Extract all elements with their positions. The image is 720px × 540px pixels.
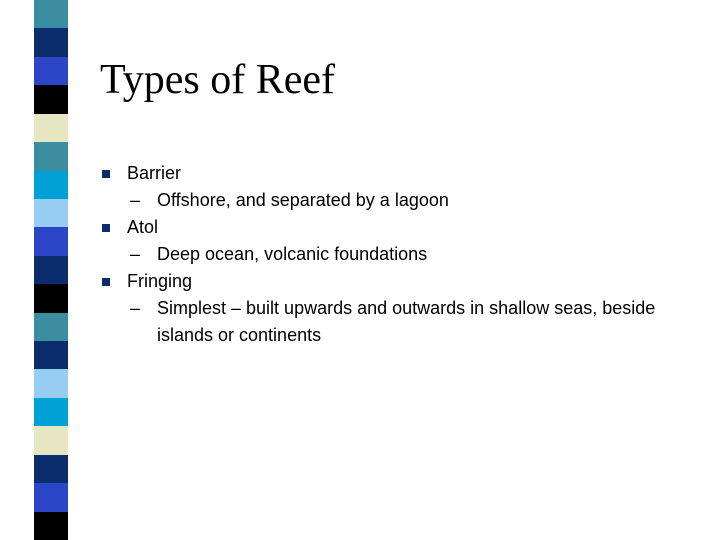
strip-block-18 — [34, 512, 68, 540]
strip-block-6 — [34, 171, 68, 199]
sub-bullet-dash: – — [130, 244, 141, 264]
bullet-list — [100, 160, 700, 349]
strip-block-15 — [34, 426, 68, 454]
bullet-marker-icon — [102, 224, 110, 232]
bullet-item-barrier — [100, 160, 700, 214]
bullet-marker-icon — [102, 278, 110, 286]
strip-block-10 — [34, 284, 68, 312]
slide-title: Types of Reef — [100, 57, 335, 103]
sub-bullet-dash: – — [130, 298, 141, 318]
strip-block-9 — [34, 256, 68, 284]
bullet-item-fringing — [100, 268, 700, 349]
bullet-text: Atol — [127, 217, 159, 237]
strip-block-0 — [34, 0, 68, 28]
strip-block-14 — [34, 398, 68, 426]
strip-block-2 — [34, 57, 68, 85]
strip-block-12 — [34, 341, 68, 369]
bullet-text: Barrier — [127, 163, 182, 183]
strip-block-17 — [34, 483, 68, 511]
bullet-text: Fringing — [127, 271, 193, 291]
strip-block-13 — [34, 369, 68, 397]
strip-block-5 — [34, 142, 68, 170]
strip-block-11 — [34, 313, 68, 341]
decorative-color-strip — [34, 0, 68, 540]
bullet-item-atol — [100, 214, 700, 268]
strip-block-1 — [34, 28, 68, 56]
strip-block-4 — [34, 114, 68, 142]
strip-block-8 — [34, 227, 68, 255]
strip-block-3 — [34, 85, 68, 113]
sub-bullet-text: Deep ocean, volcanic foundations — [157, 244, 428, 264]
strip-block-16 — [34, 455, 68, 483]
bullet-marker-icon — [102, 170, 110, 178]
sub-bullet-dash: – — [130, 190, 141, 210]
sub-bullet-text: Offshore, and separated by a lagoon — [157, 190, 449, 210]
strip-block-7 — [34, 199, 68, 227]
sub-bullet-text: Simplest – built upwards and outwards in shallow seas, beside islands or continents — [157, 298, 656, 345]
